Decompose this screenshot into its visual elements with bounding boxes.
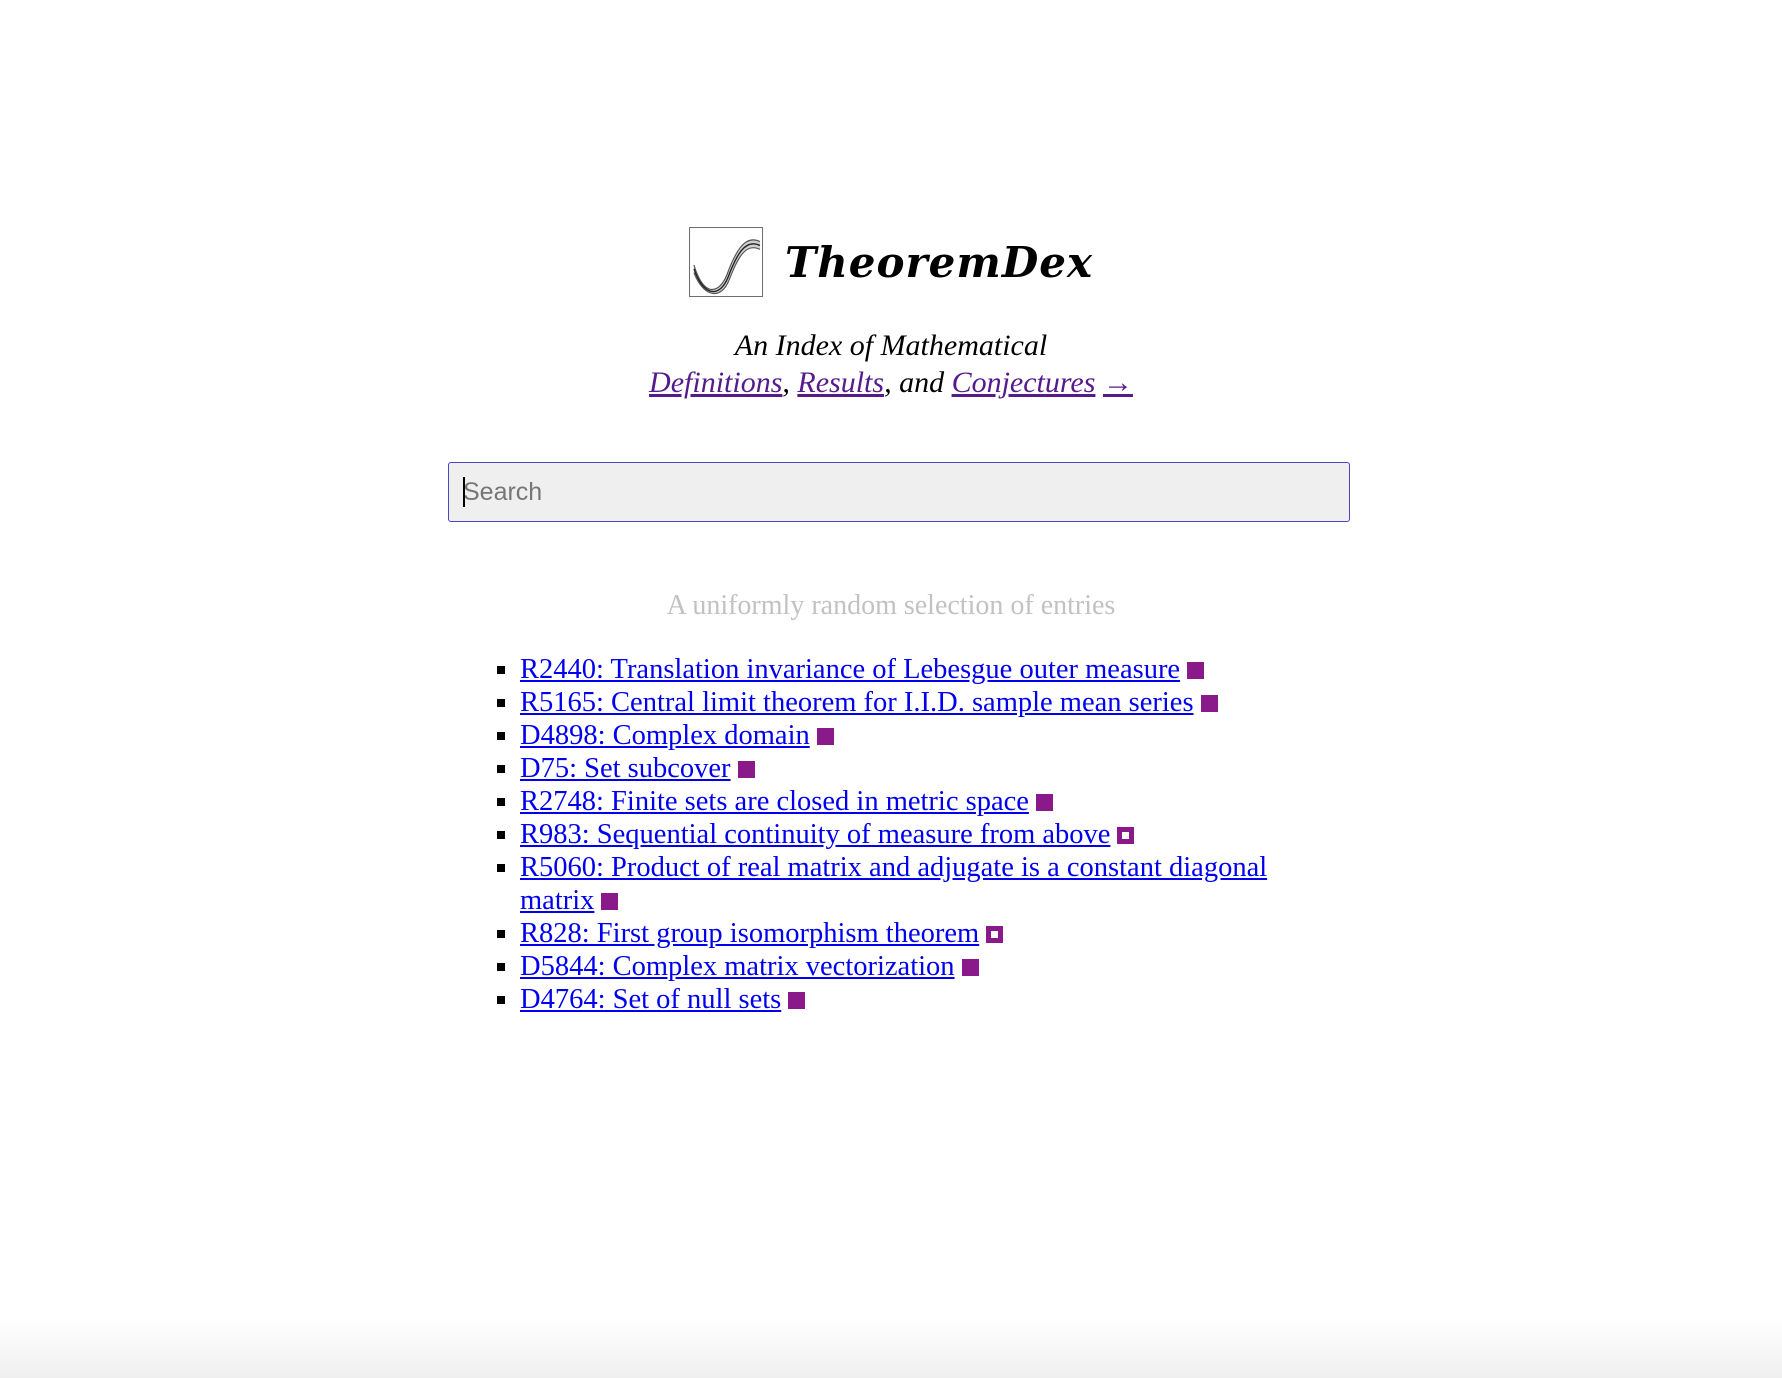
random-selection-note: A uniformly random selection of entries	[666, 590, 1116, 621]
entry-status-icon	[962, 959, 979, 976]
conjectures-link[interactable]: Conjectures	[951, 366, 1096, 399]
bullet-icon	[497, 699, 505, 707]
results-link[interactable]: Results	[797, 366, 885, 399]
entry-status-icon	[817, 728, 834, 745]
entry-link[interactable]: D75: Set subcover	[520, 753, 731, 784]
tagline-separator: ,	[782, 366, 798, 399]
tagline-line-2	[0, 364, 1782, 401]
entry-link[interactable]: R2748: Finite sets are closed in metric space	[520, 786, 1029, 817]
tagline-line-1: An Index of Mathematical	[734, 329, 1048, 362]
entry-status-icon	[788, 992, 805, 1009]
site-header	[0, 227, 1782, 297]
list-item	[520, 818, 1280, 851]
list-item	[520, 917, 1280, 950]
list-item	[520, 785, 1280, 818]
entry-link[interactable]: R983: Sequential continuity of measure from above	[520, 819, 1111, 850]
text-caret	[463, 477, 465, 507]
bullet-icon	[497, 831, 505, 839]
list-item	[520, 851, 1280, 917]
entry-link[interactable]: R5165: Central limit theorem for I.I.D. sample mean series	[520, 687, 1194, 718]
list-item	[520, 653, 1280, 686]
search-input[interactable]	[448, 462, 1350, 522]
entry-status-icon	[1036, 794, 1053, 811]
list-item	[520, 752, 1280, 785]
entry-list	[520, 653, 1280, 1016]
bullet-icon	[497, 732, 505, 740]
entry-link[interactable]: R5060: Product of real matrix and adjugate is a constant diagonal matrix	[520, 852, 1268, 916]
entry-link[interactable]: D4898: Complex domain	[520, 720, 810, 751]
site-title[interactable]: TheoremDex	[785, 237, 1093, 287]
entry-link[interactable]: D5844: Complex matrix vectorization	[520, 951, 955, 982]
list-item	[520, 950, 1280, 983]
window-bottom-edge	[0, 1318, 1782, 1378]
bullet-icon	[497, 666, 505, 674]
bullet-icon	[497, 798, 505, 806]
entry-status-icon	[738, 761, 755, 778]
entry-link[interactable]: R2440: Translation invariance of Lebesgue outer measure	[520, 654, 1181, 685]
entry-link[interactable]: R828: First group isomorphism theorem	[520, 918, 980, 949]
entry-status-icon	[601, 893, 618, 910]
bullet-icon	[497, 996, 505, 1004]
wave-band-icon[interactable]	[689, 227, 763, 297]
entry-status-icon	[986, 926, 1003, 943]
bullet-icon	[497, 963, 505, 971]
entry-status-icon	[1117, 827, 1134, 844]
entry-link[interactable]: D4764: Set of null sets	[520, 984, 782, 1015]
list-item	[520, 983, 1280, 1016]
bullet-icon	[497, 864, 505, 872]
list-item	[520, 686, 1280, 719]
bullet-icon	[497, 765, 505, 773]
list-item	[520, 719, 1280, 752]
tagline-separator: , and	[884, 366, 952, 399]
arrow-right-icon[interactable]: →	[1102, 366, 1133, 399]
definitions-link[interactable]: Definitions	[649, 366, 783, 399]
entry-status-icon	[1201, 695, 1218, 712]
bullet-icon	[497, 930, 505, 938]
entry-status-icon	[1187, 662, 1204, 679]
